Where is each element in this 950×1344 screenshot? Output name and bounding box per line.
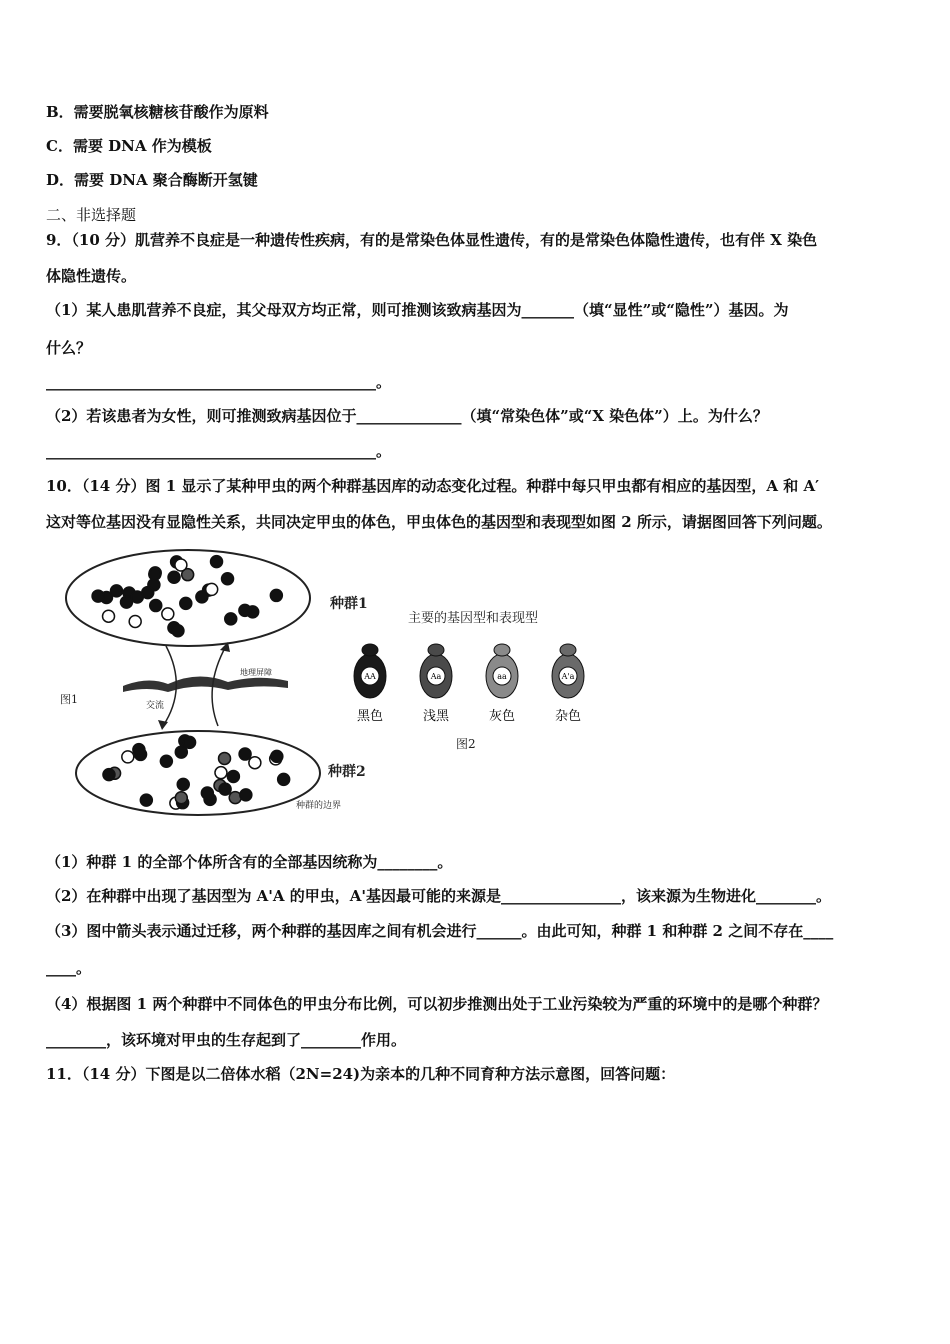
beetle-head xyxy=(428,644,444,656)
beetle-0 xyxy=(354,644,386,724)
beetle-dot xyxy=(227,770,239,782)
beetle-dot xyxy=(271,750,283,762)
beetle-dot xyxy=(150,600,162,612)
beetle-dot xyxy=(162,608,174,620)
beetle-dot xyxy=(219,783,231,795)
beetle-dot xyxy=(131,591,143,603)
q9-part1-line2: 什么？ xyxy=(46,339,92,357)
label-exchange: 交流 xyxy=(146,701,165,711)
beetle-2 xyxy=(486,644,518,724)
beetle-dot xyxy=(92,590,104,602)
beetle-figure xyxy=(58,548,618,818)
option-b: B．需要脱氧核糖核苷酸作为原料 xyxy=(46,103,269,121)
beetle-phenotype: 灰色 xyxy=(488,709,516,724)
beetle-head xyxy=(560,644,576,656)
beetle-dot xyxy=(215,767,227,779)
beetle-dot xyxy=(206,583,218,595)
q10-sub3-line2: ____。 xyxy=(46,959,92,977)
q9-line2: 体隐性遗传。 xyxy=(46,267,137,285)
beetle-head xyxy=(494,644,510,656)
beetle-genotype: AA xyxy=(364,672,376,681)
label-fig1: 图1 xyxy=(60,693,78,706)
beetle-phenotype: 杂色 xyxy=(554,709,582,724)
beetle-dot xyxy=(278,773,290,785)
q10-sub4-line2: ________，该环境对甲虫的生存起到了________作用。 xyxy=(46,1031,407,1049)
beetle-dot xyxy=(249,757,261,769)
label-pop1: 种群1 xyxy=(330,596,368,612)
beetle-genotype: A'a xyxy=(561,672,575,681)
option-d: D．需要 DNA 聚合酶断开氢键 xyxy=(46,171,258,189)
beetle-dot xyxy=(180,597,192,609)
geographic-barrier xyxy=(123,676,288,692)
beetle-dot xyxy=(103,769,115,781)
label-pop2: 种群2 xyxy=(328,764,366,780)
beetle-dot xyxy=(172,625,184,637)
q10-sub4-line1: （4）根据图 1 两个种群中不同体色的甲虫分布比例，可以初步推测出处于工业污染较为严重的环境中的是哪个种群？ xyxy=(46,995,828,1013)
beetle-dot xyxy=(219,752,231,764)
beetle-dot xyxy=(239,748,251,760)
q10-line1: 10．（14 分）图 1 显示了某种甲虫的两个种群基因库的动态变化过程。种群中每只甲虫都有相应的基因型，A 和 A′ xyxy=(46,477,820,495)
beetle-dot xyxy=(129,615,141,627)
section-heading: 二、非选择题 xyxy=(46,206,137,224)
beetle-dot xyxy=(177,778,189,790)
beetle-phenotype: 浅黑 xyxy=(422,709,450,724)
beetle-1 xyxy=(420,644,452,724)
beetle-dot xyxy=(140,794,152,806)
fig2-title: 主要的基因型和表现型 xyxy=(408,611,539,626)
population-1-beetles xyxy=(92,556,282,637)
beetle-dot xyxy=(175,559,187,571)
beetle-dot xyxy=(240,789,252,801)
q10-sub2: （2）在种群中出现了基因型为 A'A 的甲虫，A'基因最可能的来源是________________，该来源为生物进化________。 xyxy=(46,887,831,905)
q10-line2: 这对等位基因没有显隐性关系，共同决定甲虫的体色，甲虫体色的基因型和表现型如图 2 所示，请据图回答下列问题。 xyxy=(46,513,832,531)
beetle-dot xyxy=(225,613,237,625)
beetle-dot xyxy=(133,744,145,756)
beetle-dot xyxy=(184,736,196,748)
beetle-dot xyxy=(201,787,213,799)
q10-sub1: （1）种群 1 的全部个体所含有的全部基因统称为________。 xyxy=(46,853,453,871)
beetle-genotype: Aa xyxy=(430,672,442,681)
beetle-phenotype: 黑色 xyxy=(356,709,384,724)
beetle-dot xyxy=(222,573,234,585)
population-2-beetles xyxy=(103,735,290,809)
q9-line1: 9．（10 分）肌营养不良症是一种遗传性疾病，有的是常染色体显性遗传，有的是常染色体隐性遗传，也有伴 X 染色 xyxy=(46,231,818,249)
q10-sub3-line1: （3）图中箭头表示通过迁移，两个种群的基因库之间有机会进行______。由此可知，种群 1 和种群 2 之间不存在____ xyxy=(46,922,834,940)
option-c: C．需要 DNA 作为模板 xyxy=(46,137,212,155)
beetle-dot xyxy=(149,568,161,580)
beetle-dot xyxy=(175,746,187,758)
genotype-beetles xyxy=(354,644,584,724)
q11-line1: 11．（14 分）下图是以二倍体水稻（2N=24)为亲本的几种不同育种方法示意图，回答问题： xyxy=(46,1065,676,1083)
q9-part1-line1: （1）某人患肌营养不良症，其父母双方均正常，则可推测该致病基因为_______（填“显性”或“隐性”）基因。为 xyxy=(46,301,789,319)
beetle-dot xyxy=(103,610,115,622)
label-boundary: 种群的边界 xyxy=(296,801,342,811)
q9-part2-line1: （2）若该患者为女性，则可推测致病基因位于______________（填“常染色体”或“X 染色体”）上。为什么？ xyxy=(46,407,768,425)
beetle-3 xyxy=(552,644,584,724)
label-barrier: 地理屏障 xyxy=(240,668,272,677)
beetle-dot xyxy=(270,589,282,601)
beetle-dot xyxy=(168,571,180,583)
beetle-dot xyxy=(239,604,251,616)
beetle-dot xyxy=(122,751,134,763)
beetle-dot xyxy=(175,792,187,804)
beetle-head xyxy=(362,644,378,656)
q9-part1-blank: ____________________________________________。 xyxy=(46,373,392,391)
q9-part2-blank: ____________________________________________。 xyxy=(46,442,392,460)
beetle-dot xyxy=(160,755,172,767)
beetle-genotype: aa xyxy=(497,672,507,681)
label-fig2: 图2 xyxy=(456,737,476,751)
beetle-dot xyxy=(211,556,223,568)
